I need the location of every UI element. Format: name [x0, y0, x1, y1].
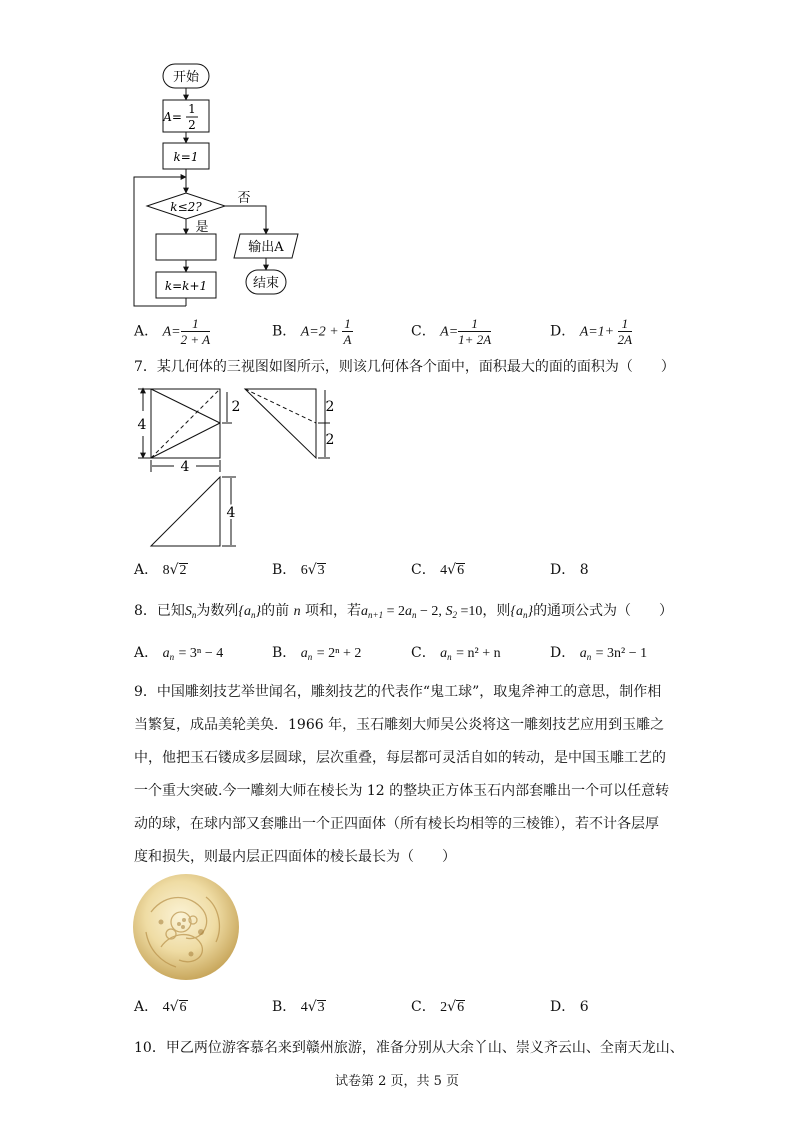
dim-height: 4 — [137, 417, 147, 433]
q8-stem: 8．已知$S_n$为数列$\{a_n\}$的前 n 项和，若$a_{n+1} = 2a_n - 2$, $S_2 =10$，则$\{a_n\}$的通项公式为（ ） — [134, 603, 674, 620]
q8-option-b[interactable]: B． $a_n = 2^n + 2$ — [272, 645, 362, 662]
q6-option-c[interactable]: C． A= $\frac{1}{1+ 2A}$ — [411, 316, 492, 347]
q9-line: 中，他把玉石镂成多层圆球，层次重叠，每层都可灵活自如的转动，是中国玉雕工艺的 — [134, 750, 666, 766]
q7-option-c[interactable]: C． 4√6 — [411, 562, 465, 578]
q6-option-b[interactable]: B． A=2 + $\frac{1}{A}$ — [272, 316, 352, 347]
dim-side-top: 2 — [325, 399, 335, 415]
q9-line: 度和损失，则最内层正四面体的棱长最长为（ ） — [134, 849, 456, 865]
empty-process-box — [156, 234, 216, 260]
q8-option-c[interactable]: C． $a_n = n^2 + n$ — [411, 645, 501, 662]
q6-option-d[interactable]: D． A=1+ $\frac{1}{2A}$ — [550, 316, 633, 347]
q7-option-b[interactable]: B． 6√3 — [272, 562, 325, 578]
q9-option-a[interactable]: A． 4√6 — [134, 999, 187, 1015]
no-branch-line — [225, 206, 266, 234]
page-footer: 试卷第 2 页，共 5 页 — [334, 1074, 460, 1089]
ivory-ball-image — [131, 872, 241, 982]
q8-option-a[interactable]: A． $a_n = 3^n - 4$ — [134, 645, 224, 662]
condition-label: k≤2? — [170, 200, 202, 214]
end-label: 结束 — [252, 276, 280, 291]
output-label: 输出A — [248, 240, 284, 255]
q7-option-a[interactable]: A． 8√2 — [134, 562, 187, 578]
assign-k-label: k=1 — [173, 150, 199, 164]
yes-label: 是 — [195, 220, 209, 235]
q9-line: 当繁复，成品美轮美奂．1966 年，玉石雕刻大师吴公炎将这一雕刻技艺应用到玉雕之 — [134, 717, 665, 733]
assign-a-lhs: A= — [163, 110, 182, 124]
dim-width: 4 — [180, 459, 190, 475]
q7-stem: 7．某几何体的三视图如图所示，则该几何体各个面中，面积最大的面的面积为（ ） — [134, 359, 675, 375]
start-label: 开始 — [172, 70, 200, 85]
assign-a-num: 1 — [188, 102, 196, 116]
assign-a-den: 2 — [188, 118, 196, 132]
flowchart — [120, 58, 320, 314]
q6-option-a[interactable]: A． A= $\frac{1}{2 + A}$ — [134, 316, 211, 347]
q9-line: 一个重大突破.今一雕刻大师在棱长为 12 的整块正方体玉石内部套雕出一个可以任意转 — [134, 783, 670, 799]
side-view — [245, 389, 316, 458]
q9-option-c[interactable]: C． 2√6 — [411, 999, 465, 1015]
increment-label: k=k+1 — [164, 279, 208, 293]
dim-side-bottom: 2 — [325, 432, 335, 448]
no-label: 否 — [237, 191, 251, 206]
top-view — [151, 477, 220, 546]
three-view-diagram — [130, 382, 350, 554]
dim-top-right: 2 — [231, 399, 241, 415]
q10-stem: 10．甲乙两位游客慕名来到赣州旅游，准备分别从大余丫山、崇义齐云山、全南天龙山、 — [134, 1040, 684, 1056]
q9-stem — [134, 676, 670, 874]
q9-line: 动的球，在球内部又套雕出一个正四面体（所有棱长均相等的三棱锥），若不计各层厚 — [134, 816, 659, 832]
q8-option-d[interactable]: D． $a_n = 3n^2 - 1$ — [550, 645, 648, 662]
dim-bottom-height: 4 — [226, 505, 236, 521]
q9-option-d[interactable]: D． 6 — [550, 999, 589, 1015]
q9-line: 9．中国雕刻技艺举世闻名，雕刻技艺的代表作“鬼工球”，取鬼斧神工的意思，制作相 — [134, 684, 662, 700]
q7-option-d[interactable]: D． 8 — [550, 562, 589, 578]
q9-option-b[interactable]: B． 4√3 — [272, 999, 325, 1015]
